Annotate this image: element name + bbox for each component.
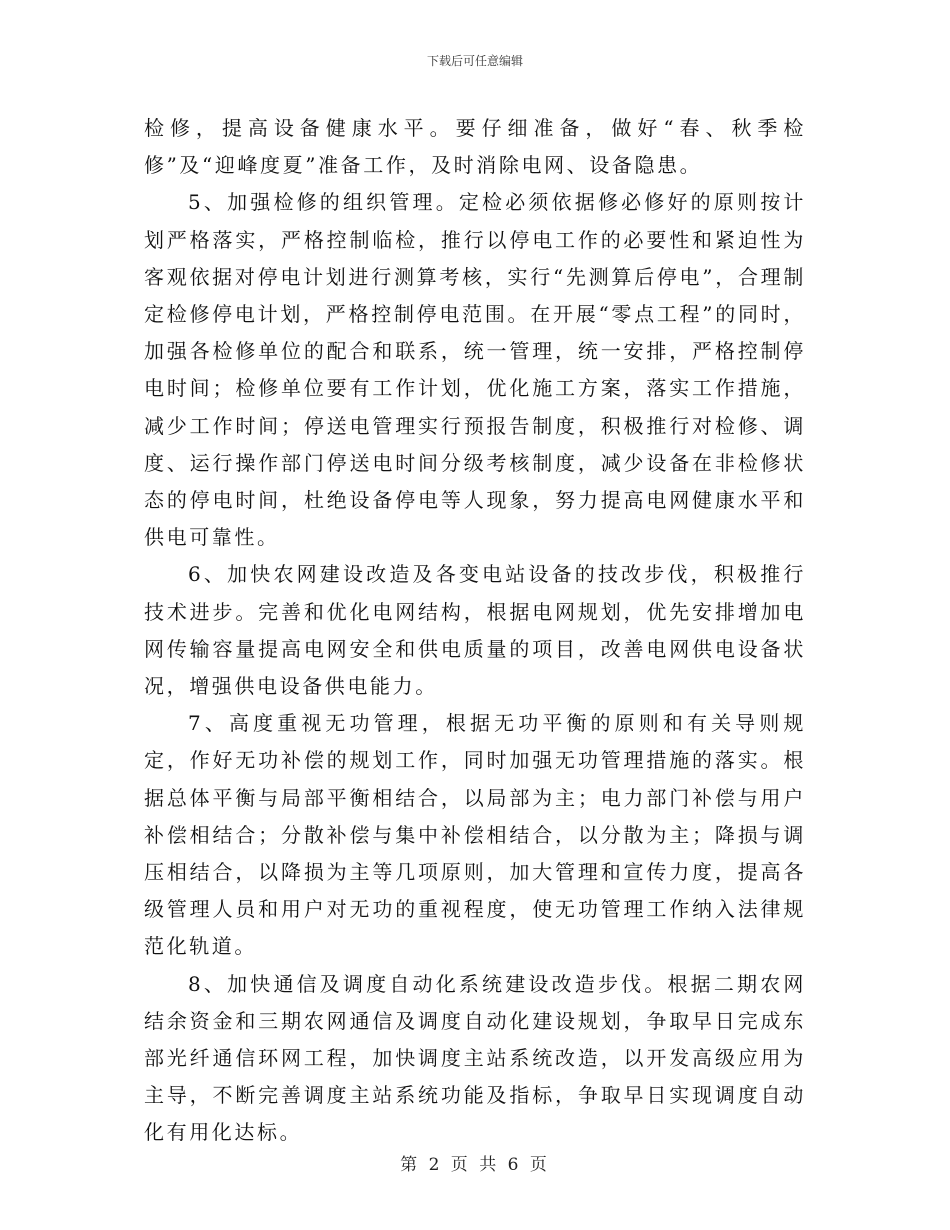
document-body bbox=[144, 110, 806, 1152]
paragraph-item-6: 6、加快农网建设改造及各变电站设备的技改步伐，积极推行技术进步。完善和优化电网结构，根据电网规划，优先安排增加电网传输容量提高电网安全和供电质量的项目，改善电网供电设备状况，增强供电设备供电能力。 bbox=[144, 562, 806, 699]
paragraph-item-5: 5、加强检修的组织管理。定检必须依据修必修好的原则按计划严格落实，严格控制临检，推行以停电工作的必要性和紧迫性为客观依据对停电计划进行测算考核，实行“先测算后停电”，合理制定检修停电计划，严格控制停电范围。在开展“零点工程”的同时，加强各检修单位的配合和联系，统一管理，统一安排，严格控制停电时间；检修单位要有工作计划，优化施工方案，落实工作措施，减少工作时间；停送电管理实行预报告制度，积极推行对检修、调度、运行操作部门停送电时间分级考核制度，减少设备在非检修状态的停电时间，杜绝设备停电等人现象，努力提高电网健康水平和供电可靠性。 bbox=[144, 190, 806, 550]
paragraph-item-8: 8、加快通信及调度自动化系统建设改造步伐。根据二期农网结余资金和三期农网通信及调度自动化建设规划，争取早日完成东部光纤通信环网工程，加快调度主站系统改造，以开发高级应用为主导，不断完善调度主站系统功能及指标，争取早日实现调度自动化有用化达标。 bbox=[144, 971, 806, 1145]
page-number: 第 2 页 共 6 页 bbox=[400, 1155, 550, 1175]
paragraph-continuation: 检修，提高设备健康水平。要仔细准备，做好“春、秋季检修”及“迎峰度夏”准备工作，及时消除电网、设备隐患。 bbox=[144, 116, 806, 178]
paragraph-item-7: 7、高度重视无功管理，根据无功平衡的原则和有关导则规定，作好无功补偿的规划工作，同时加强无功管理措施的落实。根据总体平衡与局部平衡相结合，以局部为主；电力部门补偿与用户补偿相结合；分散补偿与集中补偿相结合，以分散为主；降损与调压相结合，以降损为主等几项原则，加大管理和宣传力度，提高各级管理人员和用户对无功的重视程度，使无功管理工作纳入法律规范化轨道。 bbox=[144, 711, 806, 959]
page-header: 下载后可任意编辑 bbox=[426, 54, 523, 68]
